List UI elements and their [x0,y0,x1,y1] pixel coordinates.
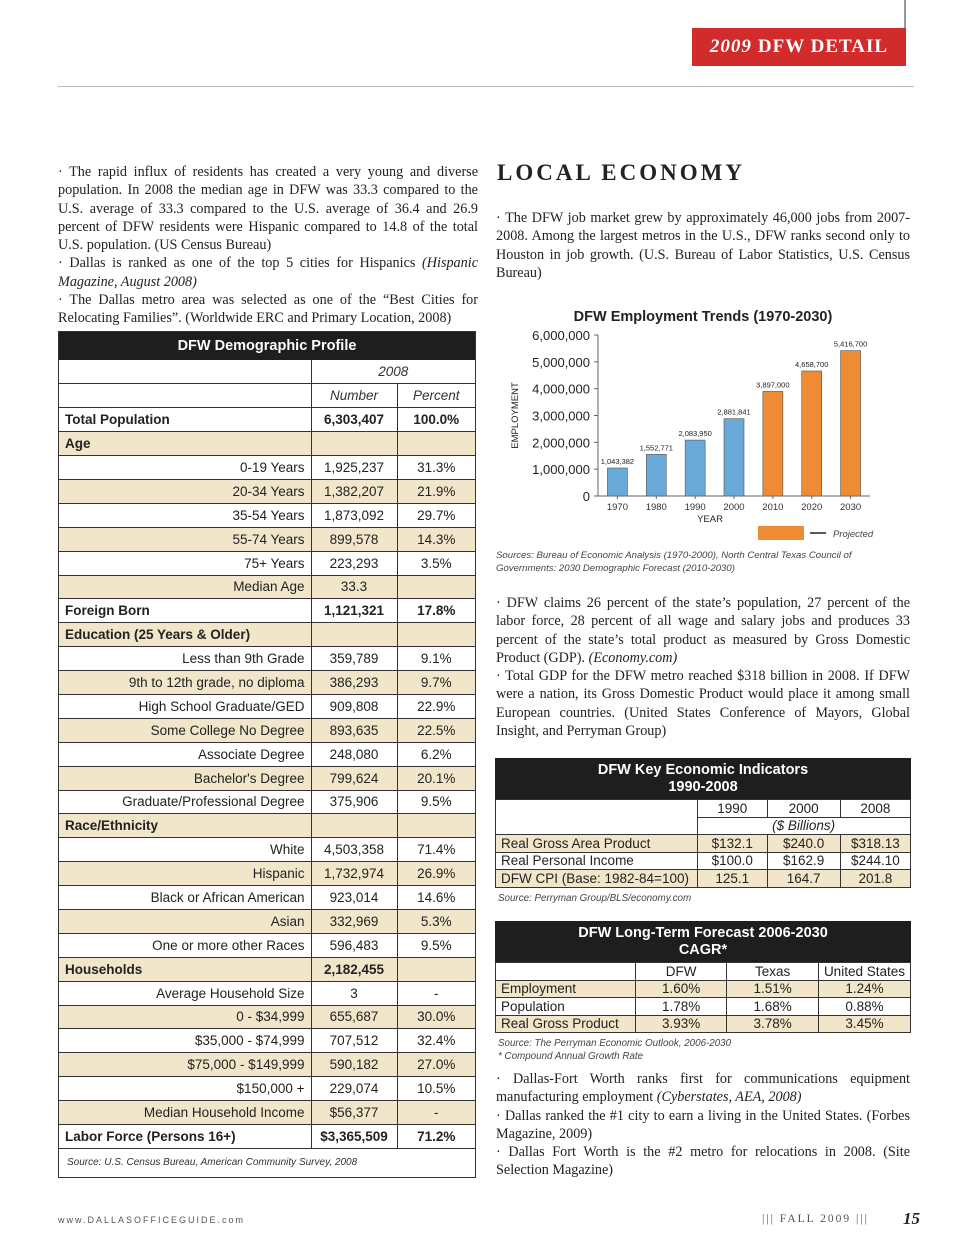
cell: - [397,1101,475,1125]
cell: 2,182,455 [311,957,397,981]
table-row [59,599,475,623]
table-source [495,1033,911,1063]
cell: 655,687 [311,1005,397,1029]
cell: 359,789 [311,647,397,671]
table-row [59,456,475,480]
legend-label: Projected [833,529,874,540]
cell: 27.0% [397,1053,475,1077]
row-label: Median Age [59,575,311,599]
cell: 223,293 [311,551,397,575]
citation: (Cyberstates, AEA, 2008) [656,1089,802,1106]
row-label: $150,000 + [59,1077,311,1101]
table-row [496,980,911,998]
header-percent: Percent [397,384,475,408]
x-tick-label: 2020 [801,502,823,513]
cell: $162.9 [767,852,840,870]
table-title-line: CAGR* [678,942,728,958]
y-tick-label: 6,000,000 [532,328,590,343]
page-number: 15 [903,1209,920,1228]
row-label: Real Gross Area Product [496,835,698,853]
source-line: Source: The Perryman Economic Outlook, 2006-2030 [498,1038,732,1049]
table-header-row [59,384,475,408]
demographic-profile-table [58,331,476,1178]
row-label: 35-54 Years [59,503,311,527]
cell: 71.2% [397,1125,475,1149]
paragraph-text: · Dallas is ranked as one of the top 5 cities for Hispanics [58,255,416,272]
cell [311,432,397,456]
table-row [59,981,475,1005]
row-label: 55-74 Years [59,527,311,551]
row-label: Labor Force (Persons 16+) [59,1125,311,1149]
cell: $56,377 [311,1101,397,1125]
cell: 1,121,321 [311,599,397,623]
cell: 1.78% [635,998,727,1016]
banner-year: 2009 [709,36,752,57]
cell: $244.10 [840,852,910,870]
column-header: United States [818,963,910,981]
row-label: One or more other Races [59,933,311,957]
cell: 1,925,237 [311,456,397,480]
cell: 596,483 [311,933,397,957]
cell: 100.0% [397,408,475,432]
y-tick-label: 2,000,000 [532,435,590,451]
table-title [495,921,911,962]
column-header: 2008 [840,800,910,818]
bar [763,391,783,496]
row-label: Real Personal Income [496,852,698,870]
cell: 32.4% [397,1029,475,1053]
row-label: Population [496,998,636,1016]
table-title-line: DFW Long-Term Forecast 2006-2030 [578,925,828,941]
table-row [59,957,475,981]
paragraph: · Dallas ranked the #1 city to earn a living in the United States. (Forbes Magazine, 2009) [496,1107,910,1142]
header-number: Number [311,384,397,408]
table-row [496,870,911,888]
cell: 386,293 [311,671,397,695]
cell: 1,732,974 [311,862,397,886]
cell: - [397,981,475,1005]
table-source: Source: Perryman Group/BLS/economy.com [498,892,692,904]
table-row [59,1053,475,1077]
row-label: Less than 9th Grade [59,647,311,671]
y-tick-label: 0 [582,489,590,504]
cell: 799,624 [311,766,397,790]
bar-value-label: 2,083,950 [678,429,712,439]
row-label: Hispanic [59,862,311,886]
cell: 1.68% [727,998,819,1016]
bar [646,454,666,496]
y-tick-label: 4,000,000 [532,381,590,397]
cell: 248,080 [311,742,397,766]
row-label: Foreign Born [59,599,311,623]
row-label: DFW CPI (Base: 1982-84=100) [496,870,698,888]
unit-label: ($ Billions) [767,817,840,835]
economy-text-block [496,594,910,740]
cell: 125.1 [697,870,767,888]
citation: (Economy.com) [588,649,678,666]
cell: 29.7% [397,503,475,527]
table-row [59,933,475,957]
paragraph: · Total GDP for the DFW metro reached $318 billion in 2008. If DFW were a nation, its Gross Domestic Product would place it among small European countries. (United States Conference of Mayors, Global Insight, and Perryman Group) [496,668,910,740]
row-label: 0-19 Years [59,456,311,480]
cell: 9.5% [397,790,475,814]
cell: $318.13 [840,835,910,853]
cell [397,623,475,647]
table-row [59,909,475,933]
table-row [59,1077,475,1101]
x-tick-label: 2000 [723,502,745,513]
employment-chart-svg [496,300,910,550]
row-label: Employment [496,980,636,998]
table-source: Source: U.S. Census Bureau, American Community Survey, 2008 [67,1156,358,1168]
table-row [59,551,475,575]
column-header: 1990 [697,800,767,818]
key-indicators-table [495,758,911,905]
row-label: Education (25 Years & Older) [59,623,311,647]
bar-value-label: 5,416,700 [833,339,868,349]
bar-value-label: 3,897,000 [756,380,790,390]
table-row [59,479,475,503]
row-label: $75,000 - $149,999 [59,1053,311,1077]
column-header: 2000 [767,800,840,818]
cell: 30.0% [397,1005,475,1029]
cell: 5.3% [397,909,475,933]
table-row [59,766,475,790]
cell: 4,503,358 [311,838,397,862]
cell: 3.78% [727,1015,819,1033]
economy-text-block [496,1070,910,1180]
bar-value-label: 1,552,771 [639,443,673,453]
table-row [59,862,475,886]
table-header-row [496,800,911,818]
cell: 1,873,092 [311,503,397,527]
table-unit-row [496,817,911,835]
table-row [496,1015,911,1033]
row-label: Race/Ethnicity [59,814,311,838]
table-row [59,694,475,718]
table-row [59,408,475,432]
cell: 1.60% [635,980,727,998]
cell: 3 [311,981,397,1005]
table-row [59,1125,475,1149]
x-axis-label: YEAR [697,514,723,525]
footer-issue: ||| FALL 2009 ||| [762,1213,869,1225]
table-row [59,575,475,599]
cell: 201.8 [840,870,910,888]
table-title [495,758,911,799]
cell: 3.93% [635,1015,727,1033]
chart-source: Sources: Bureau of Economic Analysis (1970-2000), North Central Texas Council of Governments: 2030 Demographic Forecast (2010-2030) [496,550,852,574]
cell: 14.3% [397,527,475,551]
row-label: 9th to 12th grade, no diploma [59,671,311,695]
table-row [59,503,475,527]
footnote: * Compound Annual Growth Rate [498,1051,644,1062]
y-tick-label: 3,000,000 [532,408,590,424]
footer-website: www.DALLASOFFICEGUIDE.com [58,1215,246,1225]
table-row [59,623,475,647]
cell: 31.3% [397,456,475,480]
cell: 6,303,407 [311,408,397,432]
header-rule [58,86,914,87]
cell: 332,969 [311,909,397,933]
cell: 229,074 [311,1077,397,1101]
left-intro-text [58,163,478,328]
cell: 22.5% [397,718,475,742]
section-banner [692,28,906,66]
paragraph: · The DFW job market grew by approximately 46,000 jobs from 2007-2008. Among the largest metros in the U.S., DFW ranks second only to Houston in job growth. (U.S. Bureau of Labor Statistics, U.S. Census Bureau) [496,210,910,281]
column-header: Texas [727,963,819,981]
row-label: Black or African American [59,886,311,910]
y-tick-label: 1,000,000 [532,462,590,478]
cell: 1.51% [727,980,819,998]
cell: 3.5% [397,551,475,575]
table-row [59,886,475,910]
citation: (Hispanic Magazine, August 2008) [58,255,478,290]
paragraph: · Dallas Fort Worth is the #2 metro for relocations in 2008. (Site Selection Magazine) [496,1144,910,1179]
bar [685,440,705,496]
row-label: Median Household Income [59,1101,311,1125]
cell: 590,182 [311,1053,397,1077]
cell: 6.2% [397,742,475,766]
row-label: Bachelor's Degree [59,766,311,790]
row-label: Some College No Degree [59,718,311,742]
row-label: Graduate/Professional Degree [59,790,311,814]
column-header: DFW [635,963,727,981]
cell: 26.9% [397,862,475,886]
cell: $132.1 [697,835,767,853]
cell: 21.9% [397,479,475,503]
cell: 375,906 [311,790,397,814]
cell: 1.24% [818,980,910,998]
row-label: Associate Degree [59,742,311,766]
x-tick-label: 1980 [645,502,667,513]
banner-title: DFW DETAIL [757,36,889,57]
long-term-forecast-table [495,921,911,1063]
row-label: Total Population [59,408,311,432]
paragraph: · The Dallas metro area was selected as one of the “Best Cities for Relocating Families”. (Worldwide ERC and Primary Location, 2008) [58,292,478,327]
row-label: 20-34 Years [59,479,311,503]
bar-value-label: 4,658,700 [795,359,829,369]
cell: 909,808 [311,694,397,718]
row-label: Real Gross Product [496,1015,636,1033]
cell: 17.8% [397,599,475,623]
section-heading: LOCAL ECONOMY [497,160,745,185]
cell: 899,578 [311,527,397,551]
table-header-row [59,360,475,384]
employment-chart [496,300,910,580]
paragraph [58,254,478,291]
header-vertical-rule [904,0,906,30]
table-row [59,432,475,456]
cell: 9.7% [397,671,475,695]
paragraph-text: · Dallas-Fort Worth ranks first for communications equipment manufacturing employment [496,1071,910,1106]
table-header-row [496,963,911,981]
cell [397,432,475,456]
y-axis-label: EMPLOYMENT [510,382,521,449]
cell: 0.88% [818,998,910,1016]
y-tick-label: 5,000,000 [532,354,590,370]
row-label: 75+ Years [59,551,311,575]
table-row [496,852,911,870]
cell [397,575,475,599]
bar-value-label: 1,043,382 [600,457,635,467]
cell: 9.5% [397,933,475,957]
cell [397,814,475,838]
row-label: $35,000 - $74,999 [59,1029,311,1053]
paragraph: · The rapid influx of residents has created a very young and diverse population. In 2008 the median age in DFW was 33.3 compared to the U.S. average of 33.3 compared to the U.S. average of 36.4 and 26.9 percent of DFW residents were Hispanic compared to 14.8 of the total U.S. population. (US Census Bureau) [58,164,478,254]
cell: 14.6% [397,886,475,910]
table-title-line: DFW Key Economic Indicators [597,762,809,778]
row-label: Average Household Size [59,981,311,1005]
cell: 707,512 [311,1029,397,1053]
x-tick-label: 1970 [606,502,628,513]
row-label: 0 - $34,999 [59,1005,311,1029]
row-label: Households [59,957,311,981]
table-row [59,671,475,695]
table-row [59,814,475,838]
table-row [59,718,475,742]
cell: 22.9% [397,694,475,718]
cell: 71.4% [397,838,475,862]
bar [841,351,861,496]
table-row [59,527,475,551]
paragraph-text: · DFW claims 26 percent of the state’s population, 27 percent of the labor force, 28 percent of all wage and salary jobs and produces 33 percent of the state’s total product as measured by Gross Domestic Product (GDP). [496,595,910,666]
header-year: 2008 [311,360,475,384]
cell: $100.0 [697,852,767,870]
table-row [496,835,911,853]
table-title-line: 1990-2008 [668,779,738,795]
table-row [59,742,475,766]
legend-swatch [758,526,804,540]
table-title: DFW Demographic Profile [59,332,475,360]
cell: 923,014 [311,886,397,910]
cell: 10.5% [397,1077,475,1101]
bar [607,468,627,496]
row-label: Asian [59,909,311,933]
table-row [59,1101,475,1125]
bar [802,371,822,496]
cell [397,957,475,981]
cell: 3.45% [818,1015,910,1033]
row-label: Age [59,432,311,456]
cell: 9.1% [397,647,475,671]
table-row [496,998,911,1016]
table-row [59,1029,475,1053]
row-label: High School Graduate/GED [59,694,311,718]
table-row [59,1005,475,1029]
paragraph [496,594,910,667]
row-label: White [59,838,311,862]
cell: 33.3 [311,575,397,599]
paragraph [496,1070,910,1107]
table-row [59,790,475,814]
cell: 164.7 [767,870,840,888]
cell: $240.0 [767,835,840,853]
x-tick-label: 2030 [840,502,862,513]
cell [311,623,397,647]
cell: $3,365,509 [311,1125,397,1149]
x-tick-label: 1990 [684,502,706,513]
x-tick-label: 2010 [762,502,784,513]
bar [724,419,744,496]
bar-value-label: 2,881,841 [717,407,751,417]
table-row [59,838,475,862]
chart-title: DFW Employment Trends (1970-2030) [573,309,833,325]
cell: 1,382,207 [311,479,397,503]
cell: 20.1% [397,766,475,790]
cell: 893,635 [311,718,397,742]
cell [311,814,397,838]
table-row [59,647,475,671]
